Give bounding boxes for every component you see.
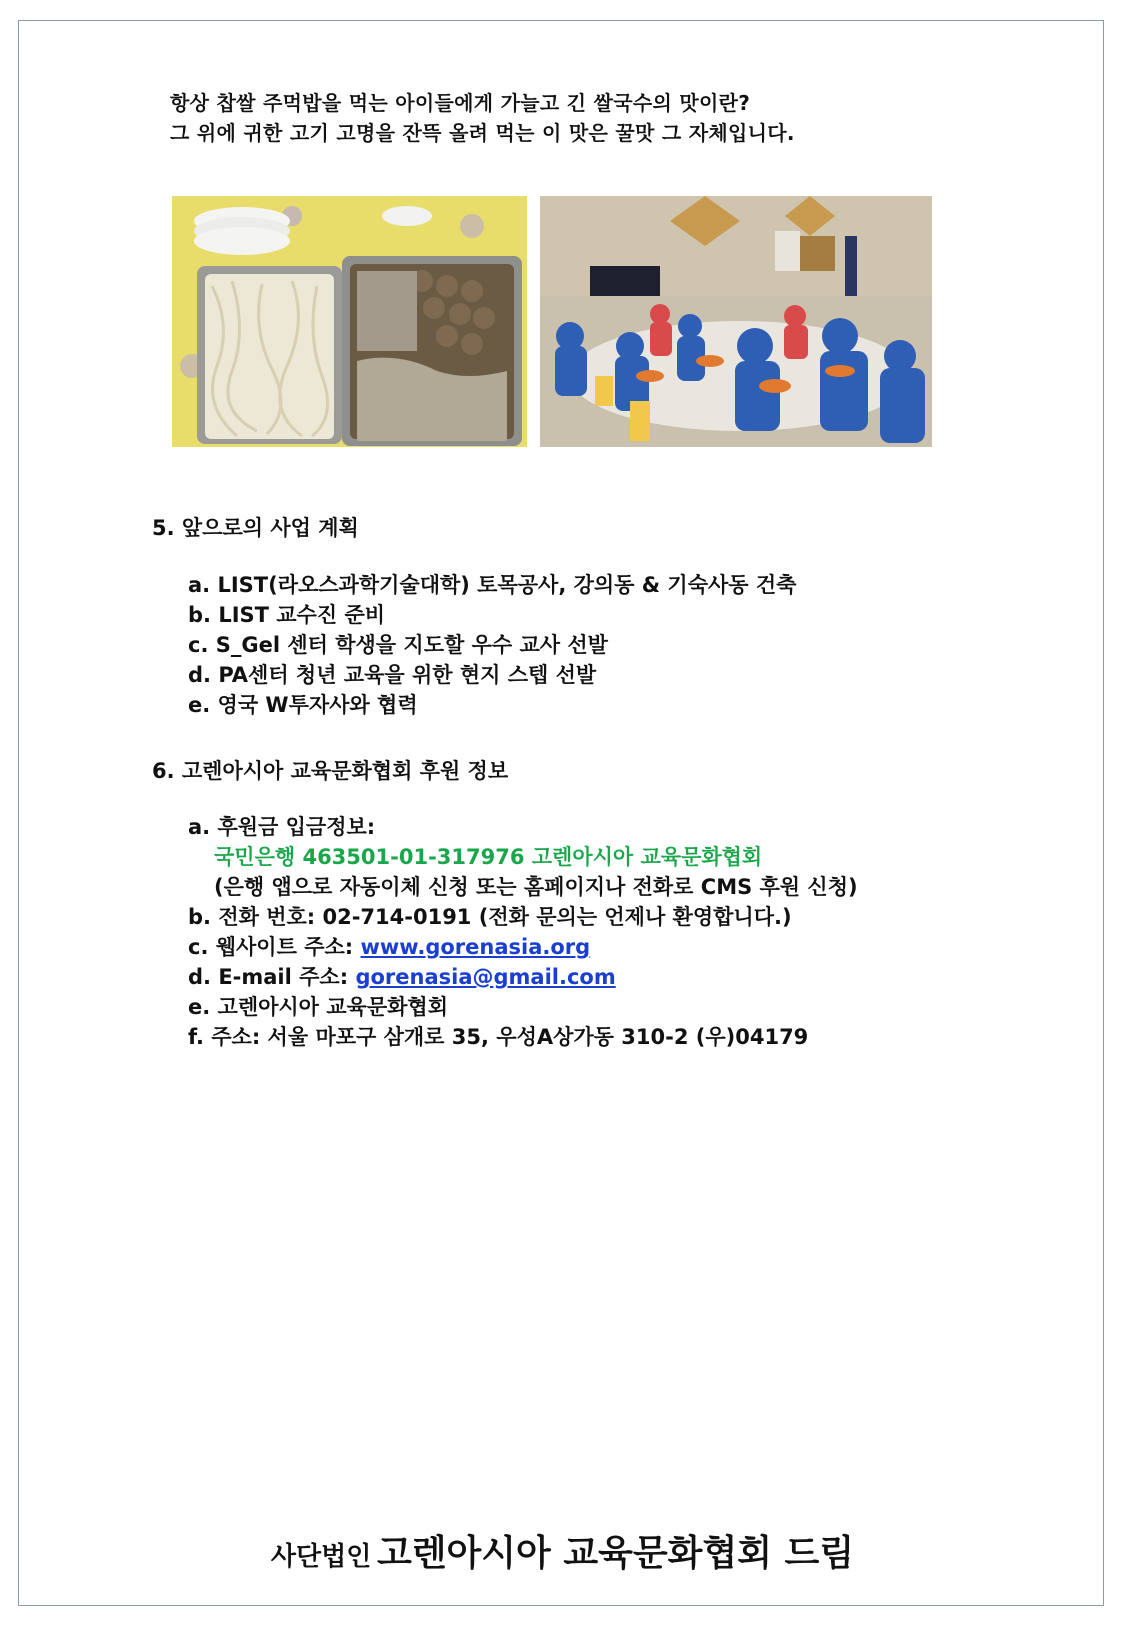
list-item: a. LIST(라오스과학기술대학) 토목공사, 강의동 & 기숙사동 건축 (188, 573, 797, 597)
footer-signature (0, 1525, 1125, 1576)
noodle-meat-trays-photo (172, 196, 527, 447)
intro-line-2: 그 위에 귀한 고기 고명을 잔뜩 올려 먹는 이 맛은 꿀맛 그 자체입니다. (170, 121, 795, 145)
phone-number: b. 전화 번호: 02-714-0191 (전화 문의는 언제나 환영합니다.) (188, 905, 792, 929)
organization-name: e. 고렌아시아 교육문화협회 (188, 995, 448, 1019)
website-link[interactable]: www.gorenasia.org (360, 935, 591, 959)
email-item (188, 962, 858, 992)
list-item: b. LIST 교수진 준비 (188, 603, 386, 627)
section-6-title: 6. 고렌아시아 교육문화협회 후원 정보 (152, 759, 509, 783)
sponsorship-info-list (188, 812, 858, 1052)
deposit-note: (은행 앱으로 자동이체 신청 또는 홈페이지나 전화로 CMS 후원 신청) (214, 875, 858, 899)
children-eating-photo (540, 196, 932, 447)
email-link[interactable]: gorenasia@gmail.com (355, 965, 616, 989)
email-label: d. E-mail 주소: (188, 965, 356, 989)
footer-org-name: 고렌아시아 교육문화협회 드림 (376, 1533, 855, 1574)
list-item: c. S_Gel 센터 학생을 지도할 우수 교사 선발 (188, 633, 608, 657)
deposit-info-label: a. 후원금 입금정보: (188, 815, 376, 839)
list-item: d. PA센터 청년 교육을 위한 현지 스텝 선발 (188, 663, 597, 687)
address: f. 주소: 서울 마포구 삼개로 35, 우성A상가동 310-2 (우)04179 (188, 1025, 809, 1049)
bank-account: 국민은행 463501-01-317976 고렌아시아 교육문화협회 (214, 845, 763, 869)
intro-text (170, 88, 795, 148)
intro-line-1: 항상 찹쌀 주먹밥을 먹는 아이들에게 가늘고 긴 쌀국수의 맛이란? (170, 91, 751, 115)
section-5-title: 5. 앞으로의 사업 계획 (152, 516, 359, 540)
website-item (188, 932, 858, 962)
website-label: c. 웹사이트 주소: (188, 935, 361, 959)
list-item: e. 영국 W투자사와 협력 (188, 693, 418, 717)
business-plan-list (188, 570, 796, 720)
footer-prefix: 사단법인 (270, 1542, 372, 1572)
